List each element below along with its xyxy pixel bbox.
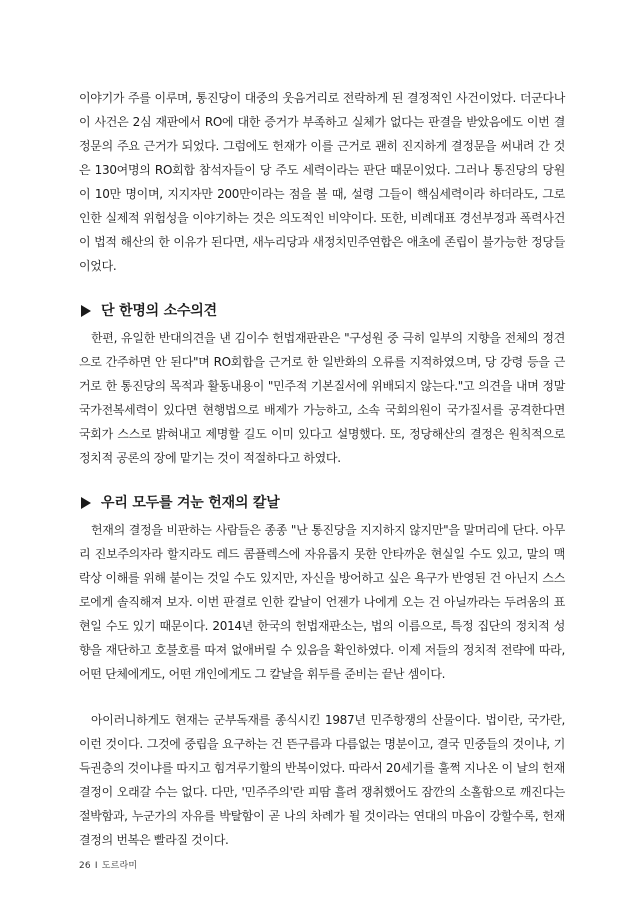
triangle-bullet-icon — [81, 497, 91, 509]
paragraph-gap — [79, 686, 565, 708]
page-footer — [79, 858, 137, 871]
page-body — [79, 86, 565, 852]
publication-name: 도르라미 — [101, 861, 138, 871]
triangle-bullet-icon — [81, 305, 91, 317]
paragraph-minority-opinion: 한편, 유일한 반대의견을 낸 김이수 헌법재판관은 "구성원 중 극히 일부의 지향을 전체의 정견으로 간주하면 안 된다"며 RO회합을 근거로 한 일반화의 오류를 지적하였으며, 당 강령 등을 근거로 한 통진당의 목적과 활동내용이 "민주적 기본질서에 위배되지 않는다."고 의견을 내며 정말 국가전복세력이 있다면 현행법으로 배제가 가능하고, 소속 국회의원이 국가질서를 공격한다면 국회가 스스로 밝혀내고 제명할 길도 이미 있다고 설명했다. 또, 정당해산의 결정은 원칙적으로 정치적 공론의 장에 맡기는 것이 적절하다고 하였다. — [79, 331, 565, 465]
paragraph-irony: 아이러니하게도 현재는 군부독재를 종식시킨 1987년 민주항쟁의 산물이다. 법이란, 국가란, 이런 것이다. 그것에 중립을 요구하는 건 뜬구름과 다름없는 명분이고, 결국 민중들의 것이냐, 기득권층의 것이냐를 따지고 힘겨루기할의 반복이었다. 따라서 20세기를 훌쩍 지나온 이 날의 헌재 결정이 오래갈 수는 없다. 다만, '민주주의'란 피땀 흘려 쟁취했어도 잠깐의 소홀함으로 깨진다는 절박함과, 누군가의 자유를 박탈함이 곧 나의 차례가 될 것이라는 연대의 마음이 강할수록, 헌재 결정의 번복은 빨라질 것이다. — [79, 713, 565, 847]
section-heading-text: 단 한명의 소수의견 — [101, 303, 217, 319]
section-heading-blade — [79, 490, 565, 516]
paragraph-critics: 헌재의 결정을 비판하는 사람들은 종종 "난 통진당을 지지하지 않지만"을 말머리에 단다. 아무리 진보주의자라 할지라도 레드 콤플렉스에 자유롭지 못한 안타까운 현실일 수도 있고, 말의 맥락상 이해를 위해 붙이는 것일 수도 있지만, 자신을 방어하고 싶은 욕구가 반영된 건 아닌지 스스로에게 솔직해져 보자. 이번 판결로 인한 칼날이 언젠가 나에게 오는 건 아닐까라는 두려움의 표현일 수도 있기 때문이다. 2014년 한국의 헌법재판소는, 법의 이름으로, 특정 집단의 정치적 성향을 재단하고 호불호를 따져 없애버릴 수 있음을 확인하였다. 이제 저들의 정치적 전략에 따라, 어떤 단체에게도, 어떤 개인에게도 그 칼날을 휘두를 준비는 끝난 셈이다. — [79, 523, 565, 681]
page-number: 26 — [79, 861, 91, 871]
section-heading-minority-opinion — [79, 298, 565, 324]
section-heading-text: 우리 모두를 겨눈 헌재의 칼날 — [101, 495, 280, 511]
footer-separator: I — [94, 861, 98, 871]
paragraph-ro-case: 이야기가 주를 이루며, 통진당이 대중의 웃음거리로 전락하게 된 결정적인 사건이었다. 더군다나 이 사건은 2심 재판에서 RO에 대한 증거가 부족하고 실체가 없다는 판결을 받았음에도 이번 결정문의 주요 근거가 되었다. 그럼에도 헌재가 이를 근거로 괜히 진지하게 결정문을 써내려 간 것은 130여명의 RO회합 참석자들이 당 주도 세력이라는 판단 때문이었다. 그러나 통진당의 당원이 10만 명이며, 지지자만 200만이라는 점을 볼 때, 설령 그들이 핵심세력이라 하더라도, 그로 인한 실제적 위험성을 이야기하는 것은 의도적인 비약이다. 또한, 비례대표 경선부정과 폭력사건이 법적 해산의 한 이유가 된다면, 새누리당과 새정치민주연합은 애초에 존립이 불가능한 정당들이었다. — [79, 91, 565, 273]
